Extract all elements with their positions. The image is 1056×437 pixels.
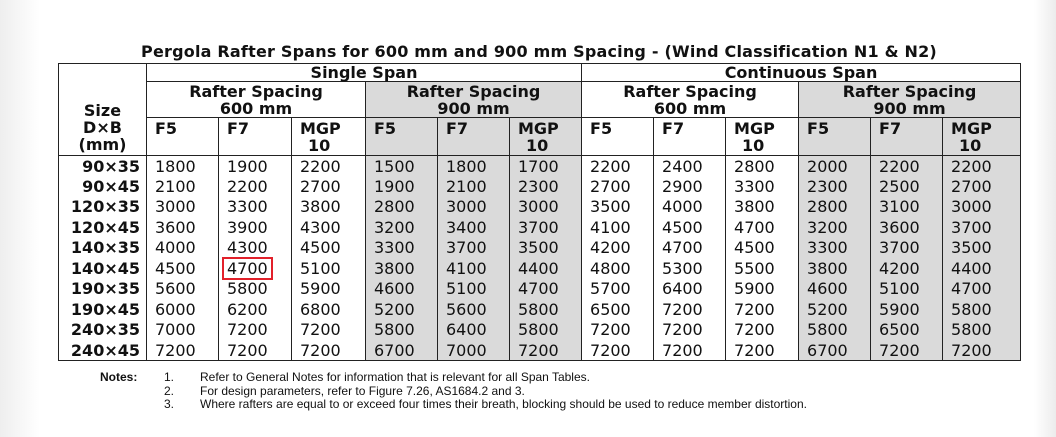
span-value-cell: 5600: [147, 279, 219, 300]
span-value-cell: 2500: [871, 176, 943, 197]
span-value-cell: 6700: [366, 340, 438, 361]
span-value-cell: 2100: [438, 176, 510, 197]
span-value-cell: [219, 258, 292, 279]
grade-header-row: [59, 118, 1021, 156]
rafter-span-table: [58, 63, 1021, 361]
size-header: [59, 64, 147, 156]
span-value-cell: 2200: [582, 156, 654, 177]
span-value-cell: 7200: [871, 340, 943, 361]
size-cell: 90×35: [59, 156, 147, 177]
grade-header: F7: [219, 118, 292, 156]
span-value-cell: 2800: [799, 197, 871, 218]
single-span-900-spacing-header: Rafter Spacing 900 mm: [366, 82, 582, 118]
span-value-cell: 3300: [726, 176, 799, 197]
span-value-cell: 4700: [654, 238, 726, 259]
note-text: For design parameters, refer to Figure 7.26, AS1684.2 and 3.: [200, 383, 525, 398]
size-cell: 120×45: [59, 217, 147, 238]
span-value-cell: 7200: [654, 320, 726, 341]
table-row: [59, 176, 1021, 197]
span-value-cell: 6400: [654, 279, 726, 300]
size-header-line3: (mm): [78, 135, 127, 154]
span-value-cell: 2700: [292, 176, 366, 197]
span-value-cell: 4000: [147, 238, 219, 259]
grade-header: F5: [582, 118, 654, 156]
table-row: [59, 258, 1021, 279]
table-row: [59, 279, 1021, 300]
span-value-cell: 2800: [726, 156, 799, 177]
span-value-cell: 3300: [799, 238, 871, 259]
span-value-cell: 6200: [219, 299, 292, 320]
note-item: [100, 398, 807, 412]
span-value-cell: 3200: [366, 217, 438, 238]
span-value-cell: 1800: [147, 156, 219, 177]
span-value-cell: 5900: [292, 279, 366, 300]
span-value-cell: 2700: [582, 176, 654, 197]
span-value-cell: 4600: [799, 279, 871, 300]
size-cell: 140×35: [59, 238, 147, 259]
table-row: [59, 320, 1021, 341]
span-value-cell: 6000: [147, 299, 219, 320]
span-value-cell: 3800: [726, 197, 799, 218]
table-body: [59, 156, 1021, 361]
single-span-header: Single Span: [147, 64, 582, 82]
span-value-cell: 5100: [292, 258, 366, 279]
span-value-cell: 2100: [147, 176, 219, 197]
span-value-cell: 5900: [726, 279, 799, 300]
page-edge-shadow-right: [1034, 0, 1056, 437]
span-value-cell: 3500: [943, 238, 1021, 259]
span-value-cell: 5100: [438, 279, 510, 300]
span-value-cell: 4300: [292, 217, 366, 238]
span-value-cell: 4100: [438, 258, 510, 279]
span-value-cell: 7200: [654, 340, 726, 361]
table-row: [59, 299, 1021, 320]
span-value-cell: 3500: [582, 197, 654, 218]
span-value-cell: 1900: [219, 156, 292, 177]
span-value-cell: 1700: [510, 156, 582, 177]
span-value-cell: 1800: [438, 156, 510, 177]
span-value-cell: 4000: [654, 197, 726, 218]
span-value-cell: 2200: [292, 156, 366, 177]
span-value-cell: 5800: [366, 320, 438, 341]
size-cell: 190×45: [59, 299, 147, 320]
span-value-cell: 4200: [871, 258, 943, 279]
span-value-cell: 3100: [871, 197, 943, 218]
size-cell: 120×35: [59, 197, 147, 218]
size-cell: 240×45: [59, 340, 147, 361]
span-value-cell: 7200: [219, 320, 292, 341]
span-value-cell: 2000: [799, 156, 871, 177]
note-text: Refer to General Notes for information that is relevant for all Span Tables.: [200, 370, 590, 384]
span-value-cell: 4500: [147, 258, 219, 279]
grade-header: MGP 10: [726, 118, 799, 156]
size-cell: 240×35: [59, 320, 147, 341]
span-value-cell: 5100: [871, 279, 943, 300]
span-value-cell: 3300: [219, 197, 292, 218]
span-value-cell: 4300: [219, 238, 292, 259]
span-value-cell: 4500: [726, 238, 799, 259]
continuous-span-600-spacing-header: Rafter Spacing 600 mm: [582, 82, 799, 118]
span-value-cell: 7200: [219, 340, 292, 361]
single-span-600-spacing-header: Rafter Spacing 600 mm: [147, 82, 366, 118]
span-value-cell: 6800: [292, 299, 366, 320]
grade-header: F5: [366, 118, 438, 156]
span-value-cell: 3600: [871, 217, 943, 238]
table-row: [59, 217, 1021, 238]
span-value-cell: 5500: [726, 258, 799, 279]
note-number: 2.: [164, 383, 175, 398]
span-value-cell: 2200: [219, 176, 292, 197]
size-header-line1: Size: [83, 101, 122, 120]
table-row: [59, 197, 1021, 218]
span-value-cell: 5800: [799, 320, 871, 341]
span-value-cell: 6500: [582, 299, 654, 320]
span-value-cell: 4600: [366, 279, 438, 300]
span-value-cell: 2900: [654, 176, 726, 197]
span-value-cell: 6700: [799, 340, 871, 361]
notes-label: Notes:: [100, 370, 138, 384]
page-edge-shadow-left: [0, 0, 40, 437]
span-value-cell: 3000: [510, 197, 582, 218]
span-value-cell: 7200: [943, 340, 1021, 361]
span-value-cell: 3800: [799, 258, 871, 279]
span-value-cell: 7200: [582, 340, 654, 361]
span-value-cell: 2200: [943, 156, 1021, 177]
span-value-cell: 3300: [366, 238, 438, 259]
grade-header: F7: [438, 118, 510, 156]
span-value-cell: 4500: [292, 238, 366, 259]
span-value-cell: 7000: [438, 340, 510, 361]
table-row: [59, 156, 1021, 177]
span-value-cell: 3700: [438, 238, 510, 259]
span-value-cell: 6400: [438, 320, 510, 341]
size-cell: 190×35: [59, 279, 147, 300]
span-value-cell: 5600: [438, 299, 510, 320]
span-value-cell: 7200: [147, 340, 219, 361]
span-value-cell: 3400: [438, 217, 510, 238]
span-value-cell: 3700: [510, 217, 582, 238]
span-value-cell: 3000: [438, 197, 510, 218]
span-value-cell: 2700: [943, 176, 1021, 197]
span-value-cell: 7200: [726, 299, 799, 320]
span-value-cell: 2300: [510, 176, 582, 197]
span-value-cell: 3800: [292, 197, 366, 218]
span-value-cell: 3900: [219, 217, 292, 238]
grade-header: F7: [654, 118, 726, 156]
span-value-cell: 3600: [147, 217, 219, 238]
span-value-cell: 5800: [219, 279, 292, 300]
span-value-cell: 2800: [366, 197, 438, 218]
span-value-cell: 4700: [943, 279, 1021, 300]
note-number: 3.: [164, 397, 175, 411]
span-value-cell: 5200: [799, 299, 871, 320]
span-value-cell: 5800: [510, 320, 582, 341]
span-value-cell: 3700: [943, 217, 1021, 238]
span-value-cell: 7200: [510, 340, 582, 361]
span-value-cell: 3200: [799, 217, 871, 238]
grade-header: F5: [147, 118, 219, 156]
span-value-cell: 5800: [943, 320, 1021, 341]
span-value-cell: 4400: [943, 258, 1021, 279]
span-value-cell: 3000: [147, 197, 219, 218]
grade-header: MGP 10: [943, 118, 1021, 156]
note-item: [100, 385, 807, 399]
grade-header: MGP 10: [510, 118, 582, 156]
span-value-cell: 6500: [871, 320, 943, 341]
grade-header: F5: [799, 118, 871, 156]
grade-header: MGP 10: [292, 118, 366, 156]
span-value-cell: 5800: [943, 299, 1021, 320]
span-value-cell: 5900: [871, 299, 943, 320]
table-row: [59, 238, 1021, 259]
span-value-cell: 4700: [726, 217, 799, 238]
span-value-cell: 1900: [366, 176, 438, 197]
span-value-cell: 1500: [366, 156, 438, 177]
span-value-cell: 3000: [943, 197, 1021, 218]
span-value-cell: 4400: [510, 258, 582, 279]
span-value-cell: 3500: [510, 238, 582, 259]
span-value-cell: 5300: [654, 258, 726, 279]
span-value-cell: 7200: [292, 340, 366, 361]
span-value-cell: 7200: [726, 320, 799, 341]
table-row: [59, 340, 1021, 361]
span-value-cell: 5800: [510, 299, 582, 320]
span-value-cell: 5200: [366, 299, 438, 320]
span-value-cell: 7200: [292, 320, 366, 341]
note-text: Where rafters are equal to or exceed four times their breath, blocking should be used to reduce member distortion.: [200, 397, 807, 411]
span-value-cell: 7200: [654, 299, 726, 320]
span-value-cell: 5700: [582, 279, 654, 300]
span-value-cell: 4200: [582, 238, 654, 259]
span-value-cell: 4800: [582, 258, 654, 279]
span-value-cell: 4500: [654, 217, 726, 238]
table-header: [59, 64, 1021, 156]
notes-section: [100, 371, 807, 412]
grade-header: F7: [871, 118, 943, 156]
span-value-cell: 7000: [147, 320, 219, 341]
note-item: [100, 371, 807, 385]
span-value-cell: 4700: [510, 279, 582, 300]
span-value-cell: 7200: [582, 320, 654, 341]
size-cell: 90×45: [59, 176, 147, 197]
span-value-cell: 2200: [871, 156, 943, 177]
highlighted-value-box: 4700: [223, 258, 272, 279]
span-value-cell: 7200: [726, 340, 799, 361]
span-value-cell: 3700: [871, 238, 943, 259]
continuous-span-header: Continuous Span: [582, 64, 1021, 82]
span-value-cell: 4100: [582, 217, 654, 238]
table-title: Pergola Rafter Spans for 600 mm and 900 mm Spacing - (Wind Classification N1 & N2): [141, 42, 937, 61]
size-cell: 140×45: [59, 258, 147, 279]
continuous-span-900-spacing-header: Rafter Spacing 900 mm: [799, 82, 1021, 118]
span-value-cell: 2300: [799, 176, 871, 197]
size-header-line2: D×B: [83, 118, 122, 137]
span-value-cell: 3800: [366, 258, 438, 279]
span-value-cell: 2400: [654, 156, 726, 177]
note-number: 1.: [164, 370, 175, 384]
